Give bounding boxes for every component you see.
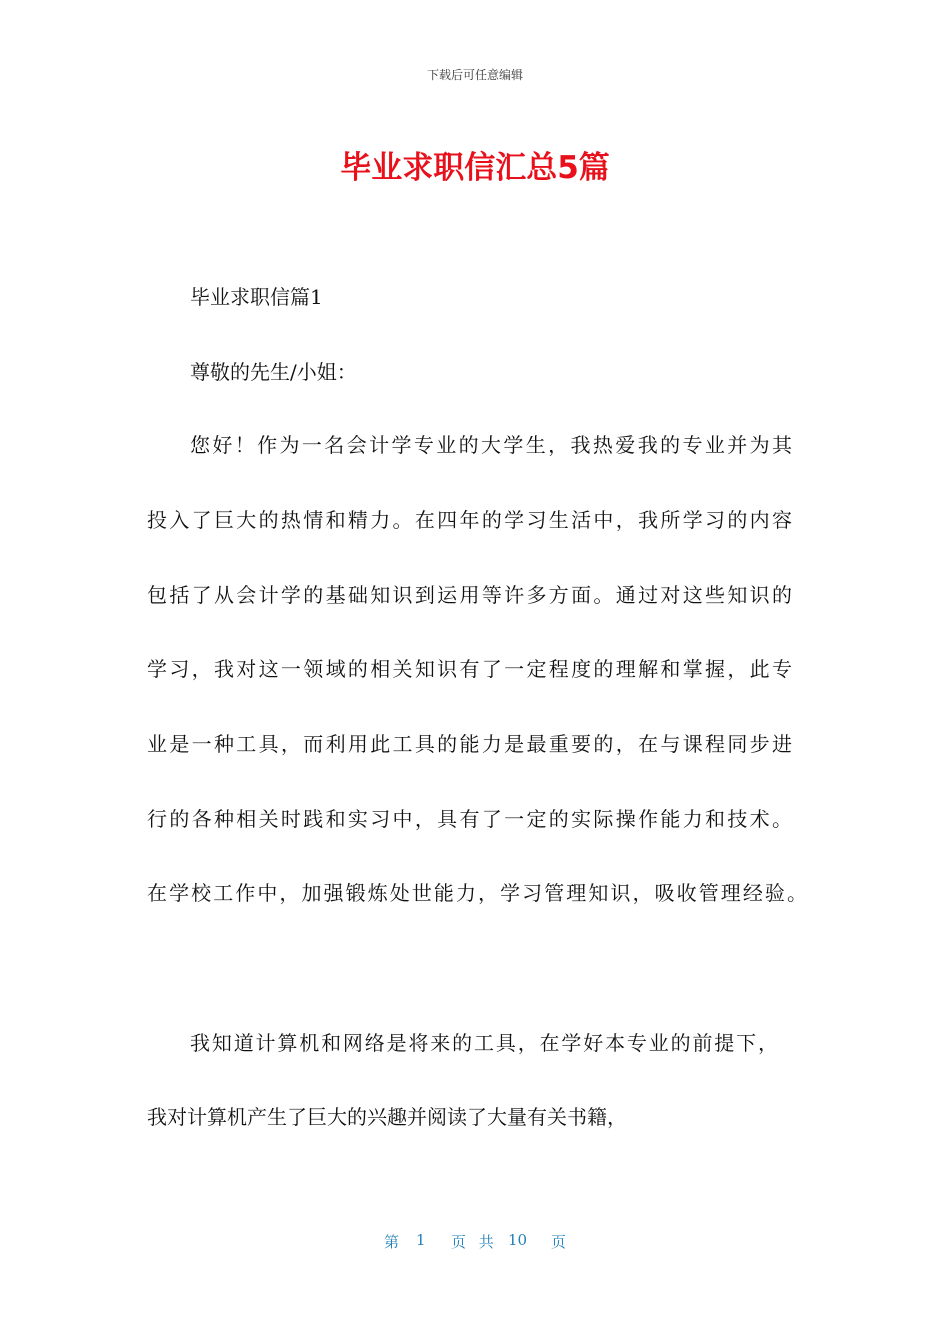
document-title: 毕业求职信汇总5篇 <box>340 150 610 186</box>
page-middle-text: 页 共 <box>451 1233 494 1251</box>
paragraph-line: 我知道计算机和网络是将来的工具，在学好本专业的前提下， <box>190 1031 778 1055</box>
header-note: 下载后可任意编辑 <box>426 68 523 82</box>
total-pages-number: 10 <box>508 1231 528 1249</box>
current-page-number: 1 <box>416 1231 426 1249</box>
paragraph-line: 行的各种相关时践和实习中，具有了一定的实际操作能力和技术。 <box>147 807 792 831</box>
paragraph-line: 学习，我对这一领域的相关知识有了一定程度的理解和掌握，此专 <box>147 657 792 681</box>
section-heading: 毕业求职信篇1 <box>190 285 323 309</box>
paragraph-line: 业是一种工具，而利用此工具的能力是最重要的，在与课程同步进 <box>147 732 792 756</box>
page-suffix: 页 <box>551 1233 567 1251</box>
paragraph-line: 在学校工作中，加强锻炼处世能力，学习管理知识，吸收管理经验。 <box>147 881 807 905</box>
page-prefix: 第 <box>384 1233 400 1251</box>
paragraph-line: 您好！作为一名会计学专业的大学生，我热爱我的专业并为其 <box>190 433 792 457</box>
salutation: 尊敬的先生/小姐： <box>190 360 357 384</box>
page-footer <box>0 1231 950 1251</box>
paragraph-line: 我对计算机产生了巨大的兴趣并阅读了大量有关书籍， <box>147 1105 627 1129</box>
paragraph-line: 投入了巨大的热情和精力。在四年的学习生活中，我所学习的内容 <box>147 508 792 532</box>
paragraph-line: 包括了从会计学的基础知识到运用等许多方面。通过对这些知识的 <box>147 583 792 607</box>
